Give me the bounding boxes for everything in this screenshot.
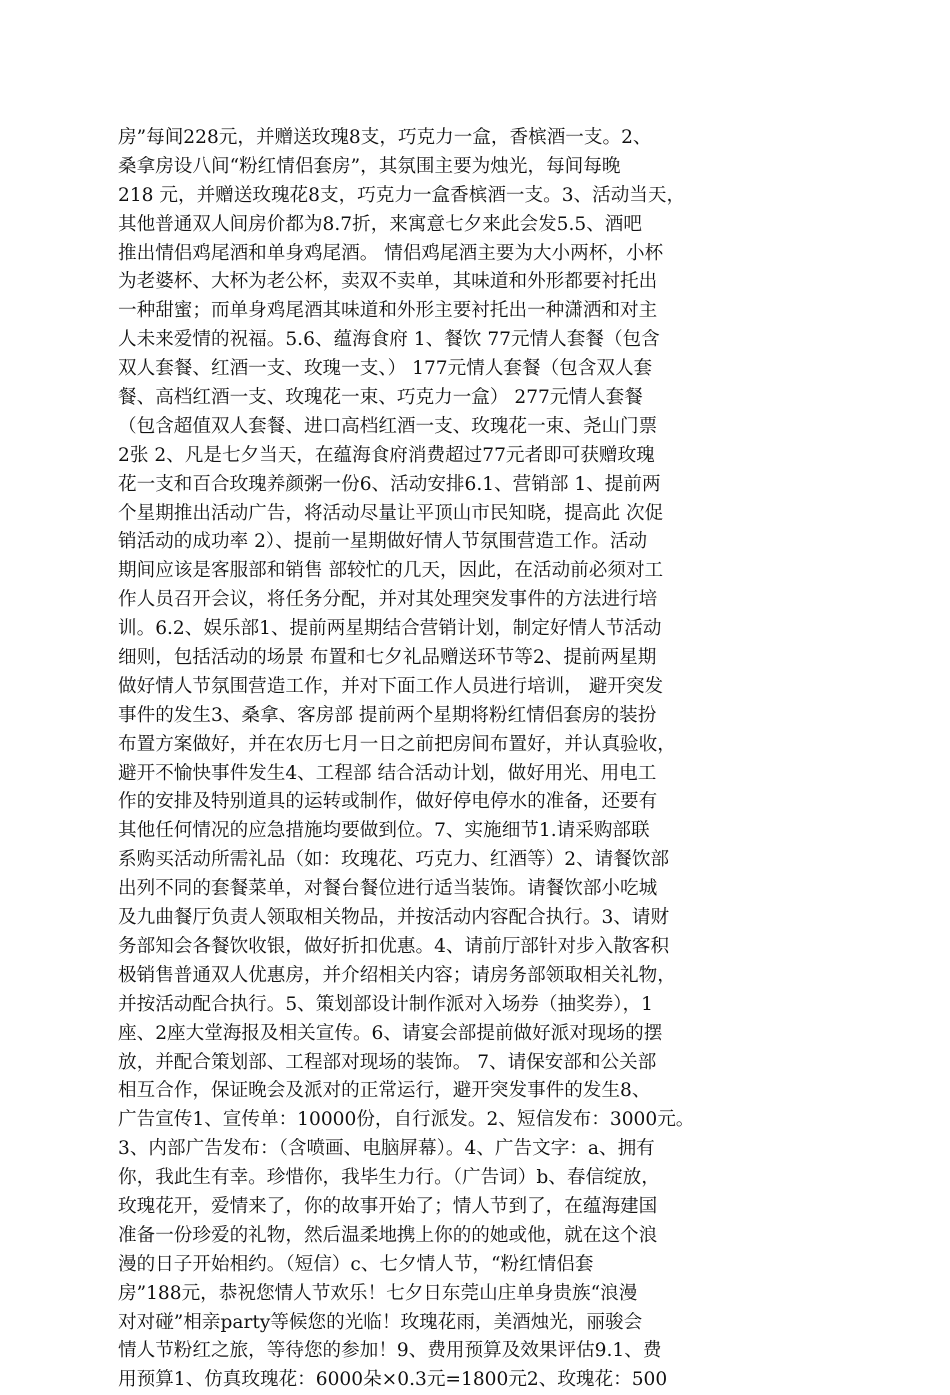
text-line: 避开不愉快事件发生4、工程部 结合活动计划，做好用光、用电工 — [118, 762, 657, 784]
text-line: 房”188元，恭祝您情人节欢乐！七夕日东莞山庄单身贵族“浪漫 — [118, 1282, 638, 1304]
text-line: 漫的日子开始相约。（短信）c、七夕情人节，“粉红情侣套 — [118, 1253, 594, 1275]
text-line: 放，并配合策划部、工程部对现场的装饰。 7、请保安部和公关部 — [118, 1051, 657, 1073]
text-line: 训。6.2、娱乐部1、提前两星期结合营销计划，制定好情人节活动 — [118, 618, 662, 640]
text-line: 其他普通双人间房价都为8.7折，来寓意七夕来此会发5.5、酒吧 — [118, 213, 642, 235]
text-line: 做好情人节氛围营造工作，并对下面工作人员进行培训， 避开突发 — [118, 675, 664, 697]
text-line: 花一支和百合玫瑰养颜粥一份6、活动安排6.1、营销部 1、提前两 — [118, 473, 661, 495]
text-line: 玫瑰花开，爱情来了，你的故事开始了；情人节到了，在蕴海建国 — [118, 1195, 658, 1217]
text-line: 推出情侣鸡尾酒和单身鸡尾酒。 情侣鸡尾酒主要为大小两杯，小杯 — [118, 242, 664, 264]
text-line: 人未来爱情的祝福。5.6、蕴海食府 1、餐饮 77元情人套餐（包含 — [118, 329, 660, 351]
text-line: 其他任何情况的应急措施均要做到位。7、实施细节1.请采购部联 — [118, 820, 650, 842]
text-line: 个星期推出活动广告，将活动尽量让平顶山市民知晓，提高此 次促 — [118, 502, 664, 524]
text-line: 准备一份珍爱的礼物，然后温柔地携上你的的她或他，就在这个浪 — [118, 1224, 658, 1246]
text-line: 你，我此生有幸。珍惜你，我毕生力行。（广告词）b、春信绽放， — [118, 1167, 660, 1189]
text-line: 房”每间228元，并赠送玫瑰8支，巧克力一盒，香槟酒一支。2、 — [118, 127, 652, 148]
text-line: 218 元，并赠送玫瑰花8支，巧克力一盒香槟酒一支。3、活动当天， — [118, 184, 686, 206]
body-text — [118, 124, 830, 1395]
text-line: 餐、高档红酒一支、玫瑰花一束、巧克力一盒） 277元情人套餐 — [118, 387, 643, 409]
text-line: （包含超值双人套餐、进口高档红酒一支、玫瑰花一束、尧山门票 — [118, 415, 658, 437]
text-line: 作的安排及特别道具的运转或制作，做好停电停水的准备，还要有 — [118, 791, 658, 813]
text-line: 为老婆杯、大杯为老公杯，卖双不卖单，其味道和外形都要衬托出 — [118, 271, 658, 293]
text-line: 情人节粉红之旅，等待您的参加！9、费用预算及效果评估9.1、费 — [118, 1340, 662, 1362]
text-line: 并按活动配合执行。5、策划部设计制作派对入场券（抽奖券），1 — [118, 993, 653, 1015]
text-line: 极销售普通双人优惠房，并介绍相关内容；请房务部领取相关礼物， — [118, 964, 676, 986]
text-line: 销活动的成功率 2）、提前一星期做好情人节氛围营造工作。活动 — [118, 531, 648, 553]
text-line: 事件的发生3、桑拿、客房部 提前两个星期将粉红情侣套房的装扮 — [118, 704, 657, 726]
text-line: 一种甜蜜；而单身鸡尾酒其味道和外形主要衬托出一种潇洒和对主 — [118, 300, 658, 322]
text-line: 相互合作，保证晚会及派对的正常运行，避开突发事件的发生8、 — [118, 1080, 651, 1102]
text-line: 用预算1、仿真玫瑰花：6000朵×0.3元=1800元2、玫瑰花：500 — [118, 1369, 668, 1391]
text-line: 桑拿房设八间“粉红情侣套房”，其氛围主要为烛光，每间每晚 — [118, 155, 621, 177]
text-line: 期间应该是客服部和销售 部较忙的几天，因此，在活动前必须对工 — [118, 560, 664, 582]
text-line: 2张 2、凡是七夕当天，在蕴海食府消费超过77元者即可获赠玫瑰 — [118, 444, 655, 466]
text-line: 及九曲餐厅负责人领取相关物品，并按活动内容配合执行。3、请财 — [118, 907, 670, 929]
text-line: 系购买活动所需礼品（如：玫瑰花、巧克力、红酒等）2、请餐饮部 — [118, 849, 670, 871]
text-line: 双人套餐、红酒一支、玫瑰一支、） 177元情人套餐（包含双人套 — [118, 358, 653, 380]
text-line: 对对碰”相亲party等候您的光临！玫瑰花雨，美酒烛光，丽骏会 — [118, 1311, 643, 1333]
text-line: 务部知会各餐饮收银，做好折扣优惠。4、请前厅部针对步入散客积 — [118, 935, 670, 957]
text-line: 细则，包括活动的场景 布置和七夕礼品赠送环节等2、提前两星期 — [118, 647, 657, 669]
text-line: 作人员召开会议，将任务分配，并对其处理突发事件的方法进行培 — [118, 589, 658, 611]
text-line: 座、2座大堂海报及相关宣传。6、请宴会部提前做好派对现场的摆 — [118, 1022, 663, 1044]
text-line: 3、内部广告发布：（含喷画、电脑屏幕）。4、广告文字：a、拥有 — [118, 1138, 655, 1160]
text-line: 出列不同的套餐菜单，对餐台餐位进行适当装饰。请餐饮部小吃城 — [118, 878, 658, 900]
text-line: 布置方案做好，并在农历七月一日之前把房间布置好，并认真验收， — [118, 733, 676, 755]
text-line: 广告宣传1、宣传单：10000份，自行派发。2、短信发布：3000元。 — [118, 1109, 695, 1131]
